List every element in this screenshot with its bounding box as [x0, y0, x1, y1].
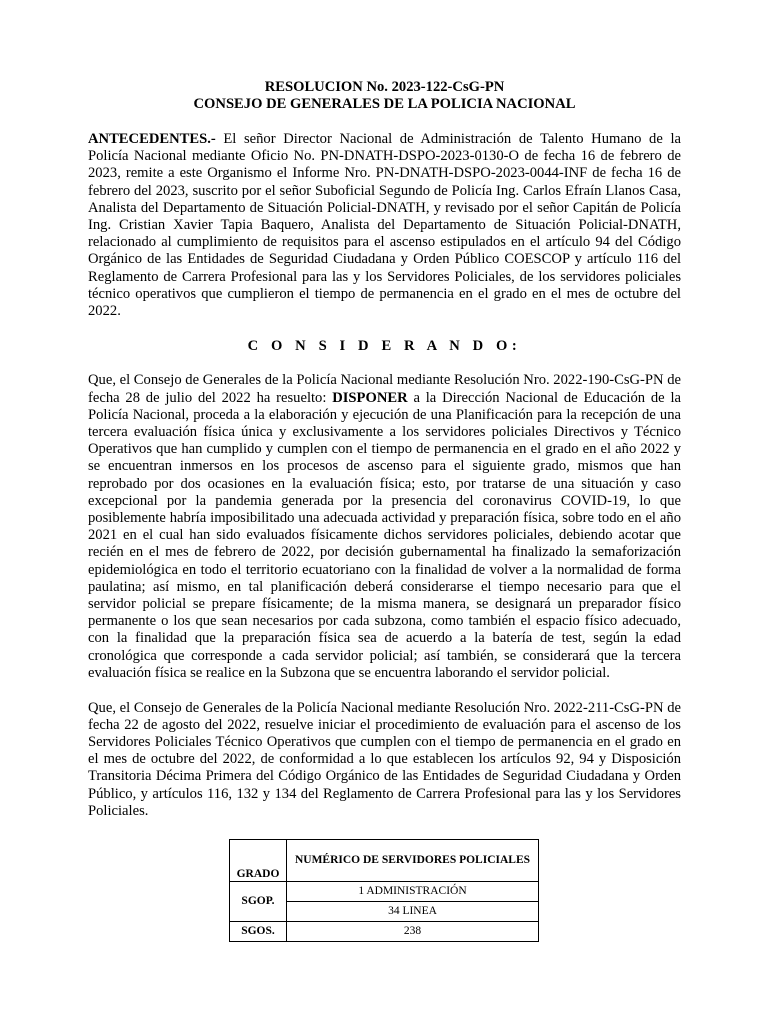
grado-cell-sgos: SGOS.	[230, 922, 287, 942]
paragraph-1-intro: Que, el Consejo de Generales de la Policía Nacional mediante Resolución Nro. 2022-190-CsG-PN de fecha 28 de julio del 2022 ha resuelto:	[88, 372, 681, 406]
paragraph-1-body: a la Dirección Nacional de Educación de la Policía Nacional, proceda a la elaboración y ejecución de una Planificación para la recepción de una tercera evaluación física única y exclusivamente a los servidores policiales Directivos y Técnico Operativos que han cumplido y cumplen con el tiempo de permanencia en el grado en el año 2022 y se encuentran inmersos en los procesos de ascenso para el siguiente grado, mismos que han reprobado por dos ocasiones en la evaluación física; esto, por tratarse de una situación y caso excepcional por la pandemia generada por la presencia del coronavirus COVID-19, lo que posiblemente habría imposibilitado una adecuada actividad y preparación física, sobre todo en el año 2021 en el cual han sido evaluados físicamente dichos servidores policiales, debiendo acotar que recién en el mes de febrero de 2022, por decisión gubernamental ha finalizado la semaforización epidemiológica en todo el territorio ecuatoriano con la finalidad de volver a la normalidad de forma paulatina; así mismo, en tal planificación deberá considerarse el tiempo necesario para que el servidor policial se prepare físicamente; de la misma manera, se designará un preparador físico permanente o los que sean necesarios por cada subzona, como también el espacio físico adecuado, con la finalidad que la preparación física sea de acuerdo a la batería de test, según la edad cronológica que corresponde a cada servidor policial; así también, se considerará que la tercera evaluación física se realice en la Subzona que se encuentra laborando el servidor policial.	[88, 389, 681, 681]
table-header-row	[230, 840, 539, 882]
antecedentes-text: El señor Director Nacional de Administración de Talento Humano de la Policía Nacional mediante Oficio No. PN-DNATH-DSPO-2023-0130-O de fecha 16 de febrero de 2023, remite a este Organismo el Informe Nro. PN-DNATH-DSPO-2023-0044-INF de fecha 16 de febrero del 2023, suscrito por el señor Suboficial Segundo de Policía Ing. Carlos Efraín Llanos Casa, Analista del Departamento de Situación Policial-DNATH, y revisado por el señor Capitán de Policía Ing. Cristian Xavier Tapia Baquero, Analista del Departamento de Situación Policial-DNATH, relacionado al cumplimiento de requisitos para el ascenso estipulados en el artículo 94 del Código Orgánico de las Entidades de Seguridad Ciudadana y Orden Público COESCOP y artículo 116 del Reglamento de Carrera Profesional para las y los Servidores Policiales, de los servidores policiales técnico operativos que cumplieron el tiempo de permanencia en el grado en el mes de octubre del 2022.	[88, 130, 681, 319]
table-row	[230, 882, 539, 902]
value-cell: 1 ADMINISTRACIÓN	[287, 882, 539, 902]
spacer	[88, 355, 681, 373]
document-page	[88, 79, 681, 820]
considerando-paragraph-2: Que, el Consejo de Generales de la Policía Nacional mediante Resolución Nro. 2022-211-CsG-PN de fecha 22 de agosto del 2022, resuelve iniciar el procedimiento de evaluación para el ascenso de los Servidores Policiales Técnico Operativos que cumplen con el tiempo de permanencia en el grado en el mes de octubre del 2022, de conformidad a lo que establecen los artículos 92, 94 y Disposición Transitoria Décima Primera del Código Orgánico de las Entidades de Seguridad Ciudadana y Orden Público, y artículos 116, 132 y 134 del Reglamento de Carrera Profesional para las y los Servidores Policiales.	[88, 699, 681, 819]
spacer	[88, 320, 681, 338]
resolution-number: RESOLUCION No. 2023-122-CsG-PN	[264, 79, 505, 95]
paragraph-1-bold: DISPONER	[332, 389, 408, 406]
table-row	[230, 922, 539, 942]
value-cell: 238	[287, 922, 539, 942]
servidores-table	[229, 839, 539, 942]
considerando-paragraph-1	[88, 372, 681, 682]
grado-cell-sgop: SGOP.	[230, 882, 287, 922]
value-cell: 34 LINEA	[287, 902, 539, 922]
header-numerico: NUMÉRICO DE SERVIDORES POLICIALES	[287, 840, 539, 882]
header-grado: GRADO	[230, 840, 287, 882]
council-title: CONSEJO DE GENERALES DE LA POLICIA NACIONAL	[193, 96, 576, 113]
spacer	[88, 682, 681, 700]
considerando-heading: C O N S I D E R A N D O:	[247, 337, 522, 354]
spacer	[88, 113, 681, 131]
antecedentes-label: ANTECEDENTES.-	[88, 130, 216, 147]
antecedentes-paragraph	[88, 131, 681, 320]
